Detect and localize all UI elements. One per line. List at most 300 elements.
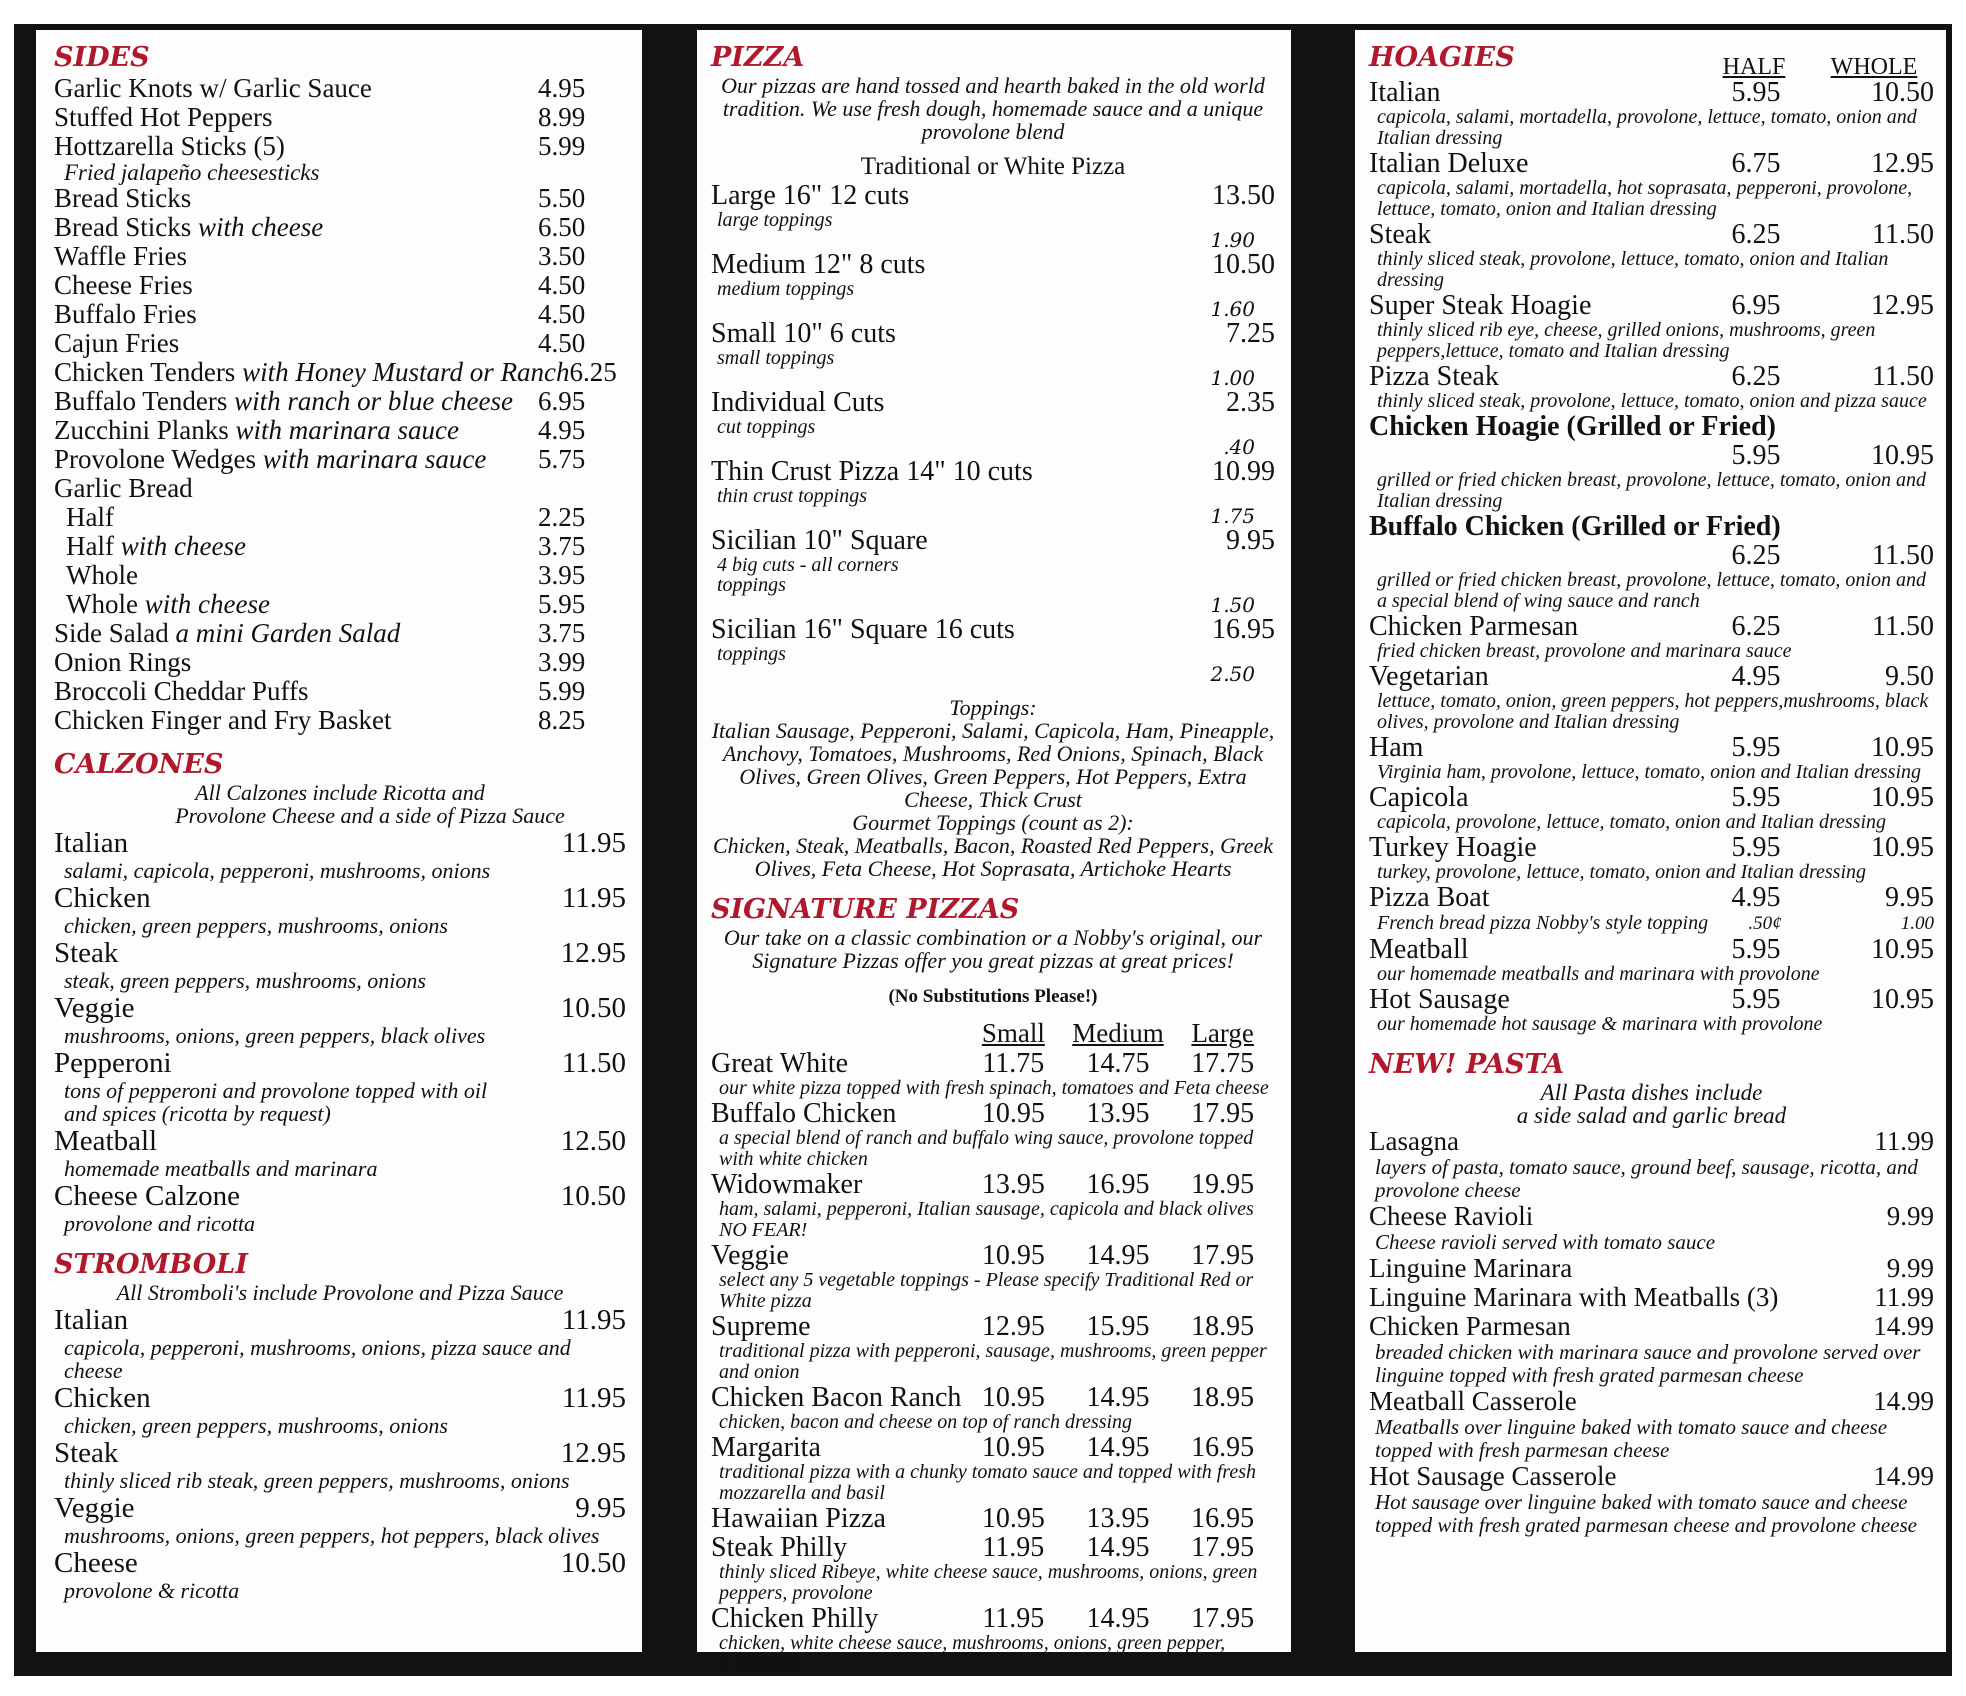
item-name: Veggie bbox=[54, 1492, 135, 1524]
item-price: 8.99 bbox=[538, 102, 586, 132]
item-price: 3.75 bbox=[538, 531, 586, 561]
list-item bbox=[1369, 733, 1934, 762]
item-description: traditional pizza with a chunky tomato sauce and topped with fresh mozzarella and basil bbox=[719, 1461, 1257, 1504]
list-item bbox=[1369, 78, 1934, 107]
item-description: fried chicken breast, provolone and marinara sauce bbox=[1377, 640, 1792, 662]
list-item bbox=[711, 1383, 1275, 1412]
price-half: 5.95 bbox=[1731, 440, 1781, 471]
item-name: Linguine Marinara bbox=[1369, 1253, 1573, 1283]
price-whole: 10.95 bbox=[1871, 782, 1934, 813]
item-price: 3.50 bbox=[538, 241, 586, 271]
stromboli-intro: All Stromboli's include Provolone and Pizza Sauce bbox=[116, 1280, 564, 1305]
topping-price-whole: 1.00 bbox=[1900, 913, 1934, 934]
item-name: Great White bbox=[711, 1048, 849, 1079]
price-small: 10.95 bbox=[981, 1503, 1045, 1534]
price-medium: 13.95 bbox=[1086, 1098, 1150, 1129]
topping-label: small toppings bbox=[717, 347, 835, 369]
item-name: Medium 12" 8 cuts bbox=[711, 249, 926, 280]
price-whole: 12.95 bbox=[1871, 290, 1934, 321]
toppings-list: Italian Sausage, Pepperoni, Salami, Capicola, Ham, Pineapple, Anchovy, Tomatoes, Mushrooms, Red Onions, Spinach, Black Olives, Green Olives, Green Peppers, Hot Peppers, Extra Cheese, Thick Crust bbox=[711, 718, 1275, 812]
item-name: Italian bbox=[54, 1304, 129, 1336]
list-item bbox=[54, 271, 626, 300]
gourmet-title: Gourmet Toppings (count as 2): bbox=[852, 810, 1134, 835]
item-name-text: Half bbox=[66, 531, 114, 561]
item-price: 10.50 bbox=[560, 1180, 626, 1212]
item-name: Cheese Ravioli bbox=[1369, 1201, 1534, 1231]
item-name: Steak bbox=[54, 1437, 119, 1469]
list-item bbox=[711, 250, 1275, 279]
item-price: 10.50 bbox=[1212, 249, 1275, 280]
item-name: Margarita bbox=[711, 1432, 821, 1463]
list-item bbox=[1369, 833, 1934, 862]
list-item bbox=[54, 387, 626, 416]
price-large: 16.95 bbox=[1191, 1432, 1255, 1463]
list-item bbox=[1369, 783, 1934, 812]
list-item bbox=[1369, 291, 1934, 320]
price-large: 19.95 bbox=[1191, 1169, 1255, 1200]
list-item bbox=[1369, 883, 1934, 912]
topping-price: 1.50 bbox=[1210, 593, 1255, 617]
list-item bbox=[54, 677, 626, 706]
item-name: Thin Crust Pizza 14" 10 cuts bbox=[711, 456, 1033, 487]
item-price: 9.99 bbox=[1886, 1201, 1934, 1231]
item-name: Ham bbox=[1369, 732, 1424, 763]
item-description: provolone and ricotta bbox=[64, 1211, 256, 1236]
item-name bbox=[54, 590, 538, 619]
item-name-text: Waffle Fries bbox=[54, 241, 188, 271]
section-title-calzones: CALZONES bbox=[54, 749, 224, 780]
item-name: Buffalo Chicken (Grilled or Fried) bbox=[1369, 511, 1781, 542]
list-item bbox=[54, 1382, 626, 1414]
item-price: 5.50 bbox=[538, 183, 586, 213]
topping-label: toppings bbox=[717, 574, 786, 596]
item-name: Veggie bbox=[54, 992, 135, 1024]
item-price: 11.50 bbox=[561, 1047, 626, 1079]
topping-price: 1.60 bbox=[1210, 297, 1255, 321]
price-medium: 16.95 bbox=[1086, 1169, 1150, 1200]
price-whole: 10.95 bbox=[1871, 732, 1934, 763]
price-medium: 14.95 bbox=[1086, 1382, 1150, 1413]
section-title-hoagies: HOAGIES bbox=[1369, 42, 1515, 73]
item-price: 11.99 bbox=[1874, 1126, 1934, 1156]
list-item bbox=[1369, 541, 1934, 570]
item-name: Steak bbox=[1369, 219, 1432, 250]
topping-label: large toppings bbox=[717, 209, 833, 231]
item-name bbox=[54, 300, 538, 329]
list-item bbox=[54, 882, 626, 914]
gourmet-list: Chicken, Steak, Meatballs, Bacon, Roasted Red Peppers, Greek Olives, Feta Cheese, Hot Soprasata, Artichoke Hearts bbox=[712, 833, 1273, 881]
item-price: 4.95 bbox=[538, 415, 586, 445]
price-whole: 11.50 bbox=[1872, 540, 1934, 571]
calzones-list bbox=[54, 827, 626, 1235]
item-description: thinly sliced steak, provolone, lettuce, tomato, onion and Italian dressing bbox=[1377, 248, 1889, 291]
size-large-header: Large bbox=[1191, 1018, 1254, 1048]
list-item bbox=[711, 1312, 1275, 1341]
price-small: 10.95 bbox=[981, 1240, 1045, 1271]
item-name: Sicilian 16" Square 16 cuts bbox=[711, 614, 1015, 645]
price-whole: 10.95 bbox=[1871, 934, 1934, 965]
list-item bbox=[54, 416, 626, 445]
pasta-intro: All Pasta dishes include bbox=[1540, 1080, 1763, 1105]
item-name-text: Bread Sticks bbox=[54, 183, 192, 213]
item-name bbox=[54, 74, 538, 103]
price-whole: 9.50 bbox=[1885, 661, 1934, 692]
pizza-subtitle: Traditional or White Pizza bbox=[860, 153, 1126, 180]
item-name-text: Buffalo Tenders bbox=[54, 386, 228, 416]
item-name-text: Stuffed Hot Peppers bbox=[54, 102, 273, 132]
item-name: Hot Sausage Casserole bbox=[1369, 1461, 1617, 1491]
item-price: 10.50 bbox=[560, 992, 626, 1024]
item-name: Linguine Marinara with Meatballs (3) bbox=[1369, 1282, 1779, 1312]
price-large: 17.95 bbox=[1191, 1532, 1255, 1563]
item-name bbox=[54, 387, 538, 416]
item-name: Lasagna bbox=[1369, 1126, 1459, 1156]
list-item bbox=[711, 1049, 1275, 1078]
item-price: 9.95 bbox=[575, 1492, 626, 1524]
list-item bbox=[1369, 1202, 1934, 1231]
price-medium: 14.95 bbox=[1086, 1432, 1150, 1463]
list-item bbox=[711, 1099, 1275, 1128]
item-price: 5.99 bbox=[538, 676, 586, 706]
item-description: capicola, pepperoni, mushrooms, onions, pizza sauce and cheese bbox=[64, 1335, 571, 1383]
list-item bbox=[1369, 149, 1934, 178]
item-name: Chicken bbox=[54, 882, 151, 914]
item-name: Cheese Calzone bbox=[54, 1180, 241, 1212]
item-description: Fried jalapeño cheesesticks bbox=[64, 160, 320, 185]
price-small: 13.95 bbox=[981, 1169, 1045, 1200]
list-item bbox=[1369, 612, 1934, 641]
item-name: Chicken Parmesan bbox=[1369, 1311, 1571, 1341]
price-whole: 10.95 bbox=[1871, 832, 1934, 863]
item-name bbox=[54, 706, 538, 735]
price-whole: 11.50 bbox=[1872, 219, 1934, 250]
list-item bbox=[54, 1047, 626, 1079]
item-name-text: Buffalo Fries bbox=[54, 299, 197, 329]
item-extra: with cheese bbox=[120, 531, 246, 561]
item-description: breaded chicken with marinara sauce and provolone served over linguine topped with fresh grated parmesan cheese bbox=[1375, 1340, 1921, 1387]
price-large: 16.95 bbox=[1191, 1503, 1255, 1534]
panel-right bbox=[1355, 30, 1946, 1652]
item-name bbox=[54, 358, 570, 387]
item-description: grilled or fried chicken breast, provolone, lettuce, tomato, onion and a special blend of wing sauce and ranch bbox=[1377, 569, 1926, 612]
list-item bbox=[711, 1170, 1275, 1199]
price-whole: 10.50 bbox=[1871, 77, 1934, 108]
item-name: Hawaiian Pizza bbox=[711, 1503, 886, 1534]
price-large: 18.95 bbox=[1191, 1311, 1255, 1342]
price-small: 11.95 bbox=[982, 1603, 1045, 1634]
list-item bbox=[54, 1547, 626, 1579]
price-half: 4.95 bbox=[1731, 882, 1781, 913]
size-header bbox=[961, 1018, 1275, 1049]
list-item bbox=[1369, 362, 1934, 391]
item-name: Chicken bbox=[54, 1382, 151, 1414]
item-name: Turkey Hoagie bbox=[1369, 832, 1537, 863]
list-item bbox=[54, 242, 626, 271]
item-extra: a mini Garden Salad bbox=[175, 618, 401, 648]
item-name-text: Chicken Tenders bbox=[54, 357, 236, 387]
price-half: 5.95 bbox=[1731, 984, 1781, 1015]
price-large: 17.95 bbox=[1191, 1603, 1255, 1634]
item-description: salami, capicola, pepperoni, mushrooms, onions bbox=[64, 858, 491, 883]
list-item bbox=[54, 561, 626, 590]
pizza-intro: Our pizzas are hand tossed and hearth baked in the old world tradition. We use fresh dough, homemade sauce and a unique provolone blend bbox=[721, 73, 1265, 144]
item-name: Sicilian 10" Square bbox=[711, 525, 928, 556]
item-name-text: Whole bbox=[66, 589, 138, 619]
item-price: 12.95 bbox=[560, 1437, 626, 1469]
item-description: thinly sliced rib eye, cheese, grilled onions, mushrooms, green peppers,lettuce, tomato and Italian dressing bbox=[1377, 319, 1876, 362]
half-header: HALF bbox=[1722, 54, 1786, 80]
list-item bbox=[54, 590, 626, 619]
price-medium: 14.95 bbox=[1086, 1532, 1150, 1563]
topping-price: 1.75 bbox=[1210, 504, 1255, 528]
item-name-text: Zucchini Planks bbox=[54, 415, 229, 445]
item-price: 11.95 bbox=[561, 1304, 626, 1336]
list-item bbox=[54, 445, 626, 474]
list-item bbox=[54, 1437, 626, 1469]
list-item bbox=[54, 706, 626, 735]
list-item bbox=[711, 1604, 1275, 1633]
price-whole: 9.95 bbox=[1885, 882, 1934, 913]
item-price: 5.75 bbox=[538, 444, 586, 474]
item-price: 13.50 bbox=[1212, 180, 1275, 211]
item-price: 2.35 bbox=[1226, 387, 1275, 418]
item-name bbox=[54, 532, 538, 561]
item-price: 11.95 bbox=[561, 882, 626, 914]
item-description: chicken, white cheese sauce, mushrooms, onions, green pepper, provolone bbox=[719, 1632, 1226, 1675]
list-item bbox=[54, 937, 626, 969]
item-price: 5.99 bbox=[538, 131, 586, 161]
price-half: 6.25 bbox=[1731, 361, 1781, 392]
item-description: French bread pizza Nobby's style topping bbox=[1377, 912, 1709, 934]
list-item bbox=[54, 1304, 626, 1336]
item-price: 4.50 bbox=[538, 299, 586, 329]
list-item bbox=[1369, 935, 1934, 964]
item-name bbox=[54, 445, 538, 474]
list-item bbox=[54, 1125, 626, 1157]
price-whole: 11.50 bbox=[1872, 361, 1934, 392]
item-description: thinly sliced rib steak, green peppers, mushrooms, onions bbox=[64, 1468, 570, 1493]
item-name: Italian Deluxe bbox=[1369, 148, 1529, 179]
list-item bbox=[54, 213, 626, 242]
whole-header: WHOLE bbox=[1830, 54, 1918, 80]
list-item bbox=[54, 827, 626, 859]
price-small: 11.95 bbox=[982, 1532, 1045, 1563]
item-description: chicken, green peppers, mushrooms, onions bbox=[64, 913, 448, 938]
stromboli-list bbox=[54, 1304, 626, 1602]
item-name: Widowmaker bbox=[711, 1169, 863, 1200]
item-extra: with marinara sauce bbox=[235, 415, 459, 445]
item-name: Pizza Boat bbox=[1369, 882, 1490, 913]
item-name: Steak Philly bbox=[711, 1532, 848, 1563]
price-half: 5.95 bbox=[1731, 732, 1781, 763]
item-price: 5.95 bbox=[538, 589, 586, 619]
list-item bbox=[1369, 441, 1934, 470]
section-title-pizza: PIZZA bbox=[711, 42, 805, 73]
price-large: 17.95 bbox=[1191, 1098, 1255, 1129]
list-item bbox=[711, 181, 1275, 210]
item-description: grilled or fried chicken breast, provolone, lettuce, tomato, onion and Italian dressing bbox=[1377, 469, 1926, 512]
item-name: Meatball Casserole bbox=[1369, 1386, 1577, 1416]
item-name-text: Broccoli Cheddar Puffs bbox=[54, 676, 309, 706]
list-item bbox=[54, 532, 626, 561]
hoagie-list bbox=[1369, 78, 1934, 1035]
signature-list bbox=[711, 1049, 1275, 1675]
pasta-list bbox=[1369, 1127, 1934, 1537]
item-price: 11.99 bbox=[1874, 1282, 1934, 1312]
panel-left bbox=[36, 30, 642, 1652]
item-price: 6.25 bbox=[569, 357, 617, 387]
item-name-text: Cheese Fries bbox=[54, 270, 193, 300]
list-item bbox=[711, 319, 1275, 348]
item-price: 9.99 bbox=[1886, 1253, 1934, 1283]
list-item bbox=[54, 74, 626, 103]
list-item bbox=[1369, 1254, 1934, 1283]
list-item bbox=[54, 300, 626, 329]
item-name: Vegetarian bbox=[1369, 661, 1489, 692]
item-description: chicken, green peppers, mushrooms, onions bbox=[64, 1413, 448, 1438]
item-description: Meatballs over linguine baked with tomato sauce and cheese topped with fresh parmesan cheese bbox=[1375, 1415, 1888, 1462]
list-item bbox=[54, 619, 626, 648]
item-description: layers of pasta, tomato sauce, ground beef, sausage, ricotta, and provolone cheese bbox=[1375, 1155, 1918, 1202]
list-item bbox=[1369, 1462, 1934, 1491]
list-item bbox=[711, 1533, 1275, 1562]
item-name: Chicken Hoagie (Grilled or Fried) bbox=[1369, 411, 1776, 442]
section-title-sides: SIDES bbox=[54, 42, 150, 73]
list-item bbox=[711, 1433, 1275, 1462]
list-item bbox=[54, 992, 626, 1024]
item-name: Super Steak Hoagie bbox=[1369, 290, 1592, 321]
list-item bbox=[711, 1504, 1275, 1533]
item-price: 4.50 bbox=[538, 270, 586, 300]
list-item bbox=[54, 329, 626, 358]
price-medium: 14.95 bbox=[1086, 1603, 1150, 1634]
price-whole: 10.95 bbox=[1871, 984, 1934, 1015]
section-title-pasta: NEW! PASTA bbox=[1369, 1049, 1565, 1080]
price-small: 10.95 bbox=[981, 1098, 1045, 1129]
item-name bbox=[54, 416, 538, 445]
item-name-text: Cajun Fries bbox=[54, 328, 180, 358]
item-name: Large 16" 12 cuts bbox=[711, 180, 910, 211]
item-name bbox=[54, 648, 538, 677]
topping-label: thin crust toppings bbox=[717, 485, 868, 507]
item-name-text: Onion Rings bbox=[54, 647, 192, 677]
item-description: our homemade meatballs and marinara with provolone bbox=[1377, 963, 1820, 985]
size-medium-header: Medium bbox=[1072, 1018, 1164, 1048]
price-medium: 14.75 bbox=[1086, 1048, 1150, 1079]
item-extra: with cheese bbox=[197, 212, 324, 242]
item-name: Italian bbox=[1369, 77, 1441, 108]
price-medium: 14.95 bbox=[1086, 1240, 1150, 1271]
item-price: 6.95 bbox=[538, 386, 586, 416]
list-item bbox=[711, 1241, 1275, 1270]
item-name: Buffalo Chicken bbox=[711, 1098, 897, 1129]
list-item bbox=[54, 132, 626, 161]
price-small: 10.95 bbox=[981, 1432, 1045, 1463]
topping-price-half: .50¢ bbox=[1748, 913, 1782, 934]
item-description: and spices (ricotta by request) bbox=[64, 1101, 331, 1126]
price-small: 10.95 bbox=[981, 1382, 1045, 1413]
item-name-text: Garlic Bread bbox=[54, 473, 193, 503]
topping-price: 1.00 bbox=[1210, 366, 1255, 390]
price-half: 6.75 bbox=[1731, 148, 1781, 179]
item-description: Virginia ham, provolone, lettuce, tomato, onion and Italian dressing bbox=[1377, 761, 1922, 783]
item-description: select any 5 vegetable toppings - Please specify Traditional Red or White pizza bbox=[719, 1269, 1254, 1312]
item-price: 4.95 bbox=[538, 73, 586, 103]
panel-center bbox=[697, 30, 1291, 1675]
item-price: 12.50 bbox=[560, 1125, 626, 1157]
item-description: capicola, provolone, lettuce, tomato, onion and Italian dressing bbox=[1377, 811, 1887, 833]
item-name: Pepperoni bbox=[54, 1047, 172, 1079]
item-name: Meatball bbox=[54, 1125, 158, 1157]
item-name: Pizza Steak bbox=[1369, 361, 1499, 392]
item-name bbox=[54, 503, 538, 532]
item-price: 10.50 bbox=[560, 1547, 626, 1579]
item-description: our white pizza topped with fresh spinach, tomatoes and Feta cheese bbox=[719, 1077, 1269, 1099]
item-name: Meatball bbox=[1369, 934, 1469, 965]
price-whole: 10.95 bbox=[1871, 440, 1934, 471]
item-description: mushrooms, onions, green peppers, hot peppers, black olives bbox=[64, 1523, 600, 1548]
item-description: traditional pizza with pepperoni, sausage, mushrooms, green pepper and onion bbox=[719, 1340, 1267, 1383]
item-price: 7.25 bbox=[1226, 318, 1275, 349]
list-item bbox=[1369, 1283, 1934, 1312]
list-item bbox=[54, 358, 626, 387]
item-name bbox=[54, 561, 538, 590]
item-description: provolone & ricotta bbox=[64, 1578, 240, 1603]
list-item bbox=[1369, 662, 1934, 691]
price-large: 17.95 bbox=[1191, 1240, 1255, 1271]
price-half: 5.95 bbox=[1731, 934, 1781, 965]
item-price: 3.75 bbox=[538, 618, 586, 648]
item-price: 14.99 bbox=[1873, 1461, 1934, 1491]
calzones-intro: Provolone Cheese and a side of Pizza Sauce bbox=[175, 803, 565, 828]
item-description: our homemade hot sausage & marinara with provolone bbox=[1377, 1013, 1823, 1035]
item-name bbox=[54, 132, 538, 161]
item-description: tons of pepperoni and provolone topped with oil bbox=[64, 1078, 488, 1103]
item-extra: with Honey Mustard or Ranch bbox=[242, 357, 570, 387]
sides-list bbox=[54, 74, 626, 735]
toppings-title: Toppings: bbox=[949, 695, 1037, 720]
no-substitutions-note: (No Substitutions Please!) bbox=[888, 986, 1098, 1007]
item-price: 3.99 bbox=[538, 647, 586, 677]
item-name bbox=[54, 677, 538, 706]
item-price: 14.99 bbox=[1873, 1386, 1934, 1416]
list-item bbox=[54, 1180, 626, 1212]
price-half: 6.25 bbox=[1731, 611, 1781, 642]
item-price: 8.25 bbox=[538, 705, 586, 735]
item-description: a special blend of ranch and buffalo wing sauce, provolone topped with white chicken bbox=[719, 1127, 1254, 1170]
item-description: chicken, bacon and cheese on top of ranch dressing bbox=[719, 1411, 1133, 1433]
signature-intro: Our take on a classic combination or a Nobby's original, our Signature Pizzas offer you great pizzas at great prices! bbox=[723, 925, 1263, 973]
price-large: 18.95 bbox=[1191, 1382, 1255, 1413]
item-name-text: Whole bbox=[66, 560, 138, 590]
item-price: 12.95 bbox=[560, 937, 626, 969]
item-description: thinly sliced Ribeye, white cheese sauce, mushrooms, onions, green peppers, provolone bbox=[719, 1561, 1258, 1604]
item-extra: with cheese bbox=[144, 589, 270, 619]
item-name: Steak bbox=[54, 937, 119, 969]
item-name: Small 10" 6 cuts bbox=[711, 318, 896, 349]
item-price: 11.95 bbox=[561, 1382, 626, 1414]
item-name: Individual Cuts bbox=[711, 387, 885, 418]
item-name bbox=[54, 213, 538, 242]
item-name-text: Side Salad bbox=[54, 618, 169, 648]
item-name bbox=[54, 474, 538, 503]
item-description: mushrooms, onions, green peppers, black olives bbox=[64, 1023, 486, 1048]
list-item bbox=[711, 615, 1275, 644]
topping-label: toppings bbox=[717, 643, 786, 665]
item-name: Hot Sausage bbox=[1369, 984, 1510, 1015]
topping-price: 2.50 bbox=[1210, 662, 1255, 686]
item-price: 16.95 bbox=[1212, 614, 1275, 645]
